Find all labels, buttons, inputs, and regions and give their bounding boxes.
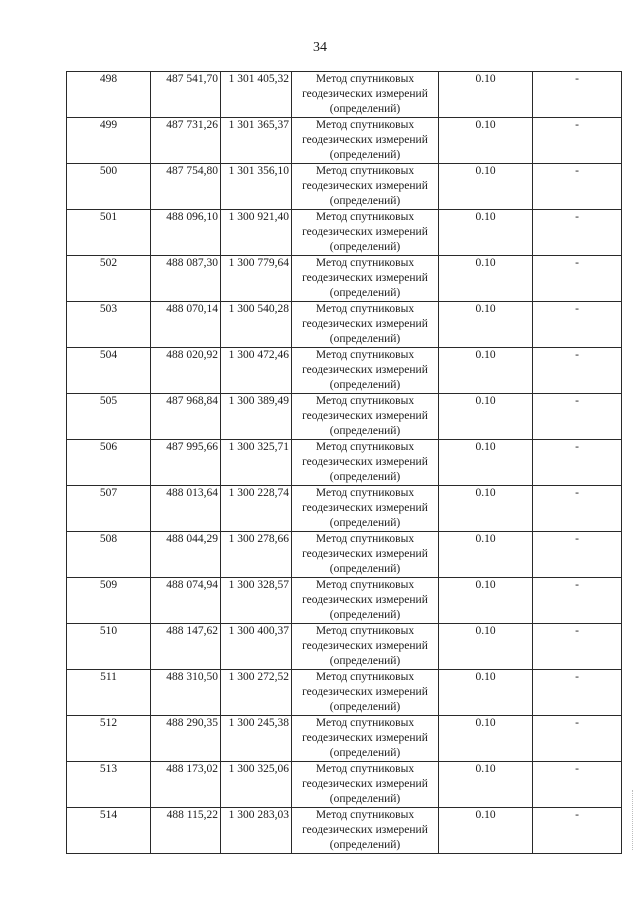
point-number-cell: 514	[67, 808, 151, 854]
method-line: геодезических измерений	[302, 824, 428, 836]
precision-cell: 0.10	[439, 256, 533, 302]
method-line: геодезических измерений	[302, 686, 428, 698]
point-number-cell: 503	[67, 302, 151, 348]
method-line: Метод спутниковых	[315, 165, 415, 177]
table-row	[67, 762, 622, 808]
precision-cell: 0.10	[439, 394, 533, 440]
point-number-cell: 502	[67, 256, 151, 302]
x-coordinate-cell: 488 087,30	[151, 256, 221, 302]
table-row	[67, 440, 622, 486]
precision-cell: 0.10	[439, 302, 533, 348]
table-row	[67, 624, 622, 670]
dash-cell: -	[533, 486, 622, 532]
table-row	[67, 670, 622, 716]
x-coordinate-cell: 488 310,50	[151, 670, 221, 716]
method-cell	[292, 348, 439, 394]
method-cell	[292, 210, 439, 256]
precision-cell: 0.10	[439, 486, 533, 532]
scan-margin-mark	[632, 790, 635, 850]
precision-cell: 0.10	[439, 624, 533, 670]
method-cell	[292, 532, 439, 578]
table-row	[67, 394, 622, 440]
point-number-cell: 498	[67, 72, 151, 118]
x-coordinate-cell: 487 541,70	[151, 72, 221, 118]
method-line: Метод спутниковых	[315, 671, 415, 683]
dash-cell: -	[533, 302, 622, 348]
method-line: Метод спутниковых	[315, 303, 415, 315]
x-coordinate-cell: 488 044,29	[151, 532, 221, 578]
method-line: геодезических измерений	[302, 134, 428, 146]
method-line: (определений)	[329, 609, 401, 621]
method-cell	[292, 302, 439, 348]
dash-cell: -	[533, 164, 622, 210]
point-number-cell: 505	[67, 394, 151, 440]
dash-cell: -	[533, 72, 622, 118]
dash-cell: -	[533, 532, 622, 578]
x-coordinate-cell: 488 115,22	[151, 808, 221, 854]
page-number: 34	[313, 40, 327, 55]
method-cell	[292, 716, 439, 762]
y-coordinate-cell: 1 300 540,28	[221, 302, 292, 348]
x-coordinate-cell: 487 754,80	[151, 164, 221, 210]
method-cell	[292, 486, 439, 532]
method-line: геодезических измерений	[302, 732, 428, 744]
method-line: (определений)	[329, 241, 401, 253]
coordinates-table-body	[67, 72, 622, 854]
method-cell	[292, 164, 439, 210]
point-number-cell: 504	[67, 348, 151, 394]
x-coordinate-cell: 487 968,84	[151, 394, 221, 440]
method-cell	[292, 256, 439, 302]
precision-cell: 0.10	[439, 532, 533, 578]
method-line: Метод спутниковых	[315, 487, 415, 499]
dash-cell: -	[533, 578, 622, 624]
table-row	[67, 256, 622, 302]
dash-cell: -	[533, 394, 622, 440]
y-coordinate-cell: 1 300 325,71	[221, 440, 292, 486]
point-number-cell: 510	[67, 624, 151, 670]
method-cell	[292, 394, 439, 440]
x-coordinate-cell: 487 995,66	[151, 440, 221, 486]
method-line: (определений)	[329, 701, 401, 713]
point-number-cell: 499	[67, 118, 151, 164]
y-coordinate-cell: 1 301 365,37	[221, 118, 292, 164]
dash-cell: -	[533, 256, 622, 302]
method-line: геодезических измерений	[302, 88, 428, 100]
point-number-cell: 508	[67, 532, 151, 578]
y-coordinate-cell: 1 300 328,57	[221, 578, 292, 624]
x-coordinate-cell: 488 147,62	[151, 624, 221, 670]
method-cell	[292, 118, 439, 164]
method-cell	[292, 578, 439, 624]
table-row	[67, 210, 622, 256]
precision-cell: 0.10	[439, 118, 533, 164]
method-line: Метод спутниковых	[315, 809, 415, 821]
method-line: Метод спутниковых	[315, 211, 415, 223]
point-number-cell: 509	[67, 578, 151, 624]
method-line: (определений)	[329, 149, 401, 161]
method-line: геодезических измерений	[302, 594, 428, 606]
method-line: геодезических измерений	[302, 456, 428, 468]
method-line: геодезических измерений	[302, 502, 428, 514]
method-cell	[292, 808, 439, 854]
y-coordinate-cell: 1 300 779,64	[221, 256, 292, 302]
dash-cell: -	[533, 624, 622, 670]
method-line: (определений)	[329, 195, 401, 207]
dash-cell: -	[533, 118, 622, 164]
precision-cell: 0.10	[439, 210, 533, 256]
method-line: (определений)	[329, 471, 401, 483]
point-number-cell: 500	[67, 164, 151, 210]
method-cell	[292, 72, 439, 118]
method-line: геодезических измерений	[302, 272, 428, 284]
method-line: (определений)	[329, 793, 401, 805]
precision-cell: 0.10	[439, 808, 533, 854]
method-line: геодезических измерений	[302, 778, 428, 790]
table-row	[67, 532, 622, 578]
x-coordinate-cell: 488 074,94	[151, 578, 221, 624]
dash-cell: -	[533, 210, 622, 256]
method-line: Метод спутниковых	[315, 257, 415, 269]
method-line: геодезических измерений	[302, 640, 428, 652]
y-coordinate-cell: 1 300 278,66	[221, 532, 292, 578]
y-coordinate-cell: 1 300 245,38	[221, 716, 292, 762]
method-line: Метод спутниковых	[315, 73, 415, 85]
method-line: Метод спутниковых	[315, 349, 415, 361]
method-cell	[292, 440, 439, 486]
table-row	[67, 808, 622, 854]
x-coordinate-cell: 487 731,26	[151, 118, 221, 164]
x-coordinate-cell: 488 070,14	[151, 302, 221, 348]
table-row	[67, 486, 622, 532]
coordinates-table	[66, 71, 622, 854]
dash-cell: -	[533, 670, 622, 716]
x-coordinate-cell: 488 020,92	[151, 348, 221, 394]
method-line: (определений)	[329, 517, 401, 529]
precision-cell: 0.10	[439, 670, 533, 716]
y-coordinate-cell: 1 300 272,52	[221, 670, 292, 716]
y-coordinate-cell: 1 301 356,10	[221, 164, 292, 210]
table-row	[67, 118, 622, 164]
method-line: Метод спутниковых	[315, 625, 415, 637]
point-number-cell: 501	[67, 210, 151, 256]
dash-cell: -	[533, 762, 622, 808]
table-row	[67, 302, 622, 348]
x-coordinate-cell: 488 173,02	[151, 762, 221, 808]
x-coordinate-cell: 488 096,10	[151, 210, 221, 256]
method-line: Метод спутниковых	[315, 533, 415, 545]
method-line: (определений)	[329, 287, 401, 299]
precision-cell: 0.10	[439, 164, 533, 210]
table-row	[67, 164, 622, 210]
method-line: геодезических измерений	[302, 180, 428, 192]
y-coordinate-cell: 1 300 921,40	[221, 210, 292, 256]
point-number-cell: 506	[67, 440, 151, 486]
y-coordinate-cell: 1 300 283,03	[221, 808, 292, 854]
precision-cell: 0.10	[439, 72, 533, 118]
dash-cell: -	[533, 348, 622, 394]
y-coordinate-cell: 1 301 405,32	[221, 72, 292, 118]
method-line: Метод спутниковых	[315, 717, 415, 729]
table-row	[67, 716, 622, 762]
method-line: Метод спутниковых	[315, 579, 415, 591]
precision-cell: 0.10	[439, 762, 533, 808]
method-cell	[292, 624, 439, 670]
method-cell	[292, 762, 439, 808]
dash-cell: -	[533, 716, 622, 762]
method-line: Метод спутниковых	[315, 119, 415, 131]
point-number-cell: 513	[67, 762, 151, 808]
precision-cell: 0.10	[439, 716, 533, 762]
method-line: (определений)	[329, 333, 401, 345]
table-row	[67, 578, 622, 624]
precision-cell: 0.10	[439, 578, 533, 624]
method-line: геодезических измерений	[302, 226, 428, 238]
y-coordinate-cell: 1 300 472,46	[221, 348, 292, 394]
point-number-cell: 511	[67, 670, 151, 716]
method-line: (определений)	[329, 747, 401, 759]
method-line: (определений)	[329, 379, 401, 391]
method-line: геодезических измерений	[302, 318, 428, 330]
method-cell	[292, 670, 439, 716]
y-coordinate-cell: 1 300 228,74	[221, 486, 292, 532]
point-number-cell: 507	[67, 486, 151, 532]
method-line: Метод спутниковых	[315, 763, 415, 775]
method-line: геодезических измерений	[302, 410, 428, 422]
dash-cell: -	[533, 808, 622, 854]
method-line: геодезических измерений	[302, 364, 428, 376]
method-line: Метод спутниковых	[315, 395, 415, 407]
method-line: (определений)	[329, 103, 401, 115]
method-line: Метод спутниковых	[315, 441, 415, 453]
method-line: (определений)	[329, 425, 401, 437]
dash-cell: -	[533, 440, 622, 486]
method-line: (определений)	[329, 839, 401, 851]
method-line: (определений)	[329, 655, 401, 667]
point-number-cell: 512	[67, 716, 151, 762]
method-line: (определений)	[329, 563, 401, 575]
y-coordinate-cell: 1 300 389,49	[221, 394, 292, 440]
x-coordinate-cell: 488 013,64	[151, 486, 221, 532]
table-row	[67, 72, 622, 118]
precision-cell: 0.10	[439, 440, 533, 486]
y-coordinate-cell: 1 300 400,37	[221, 624, 292, 670]
y-coordinate-cell: 1 300 325,06	[221, 762, 292, 808]
precision-cell: 0.10	[439, 348, 533, 394]
x-coordinate-cell: 488 290,35	[151, 716, 221, 762]
table-row	[67, 348, 622, 394]
method-line: геодезических измерений	[302, 548, 428, 560]
